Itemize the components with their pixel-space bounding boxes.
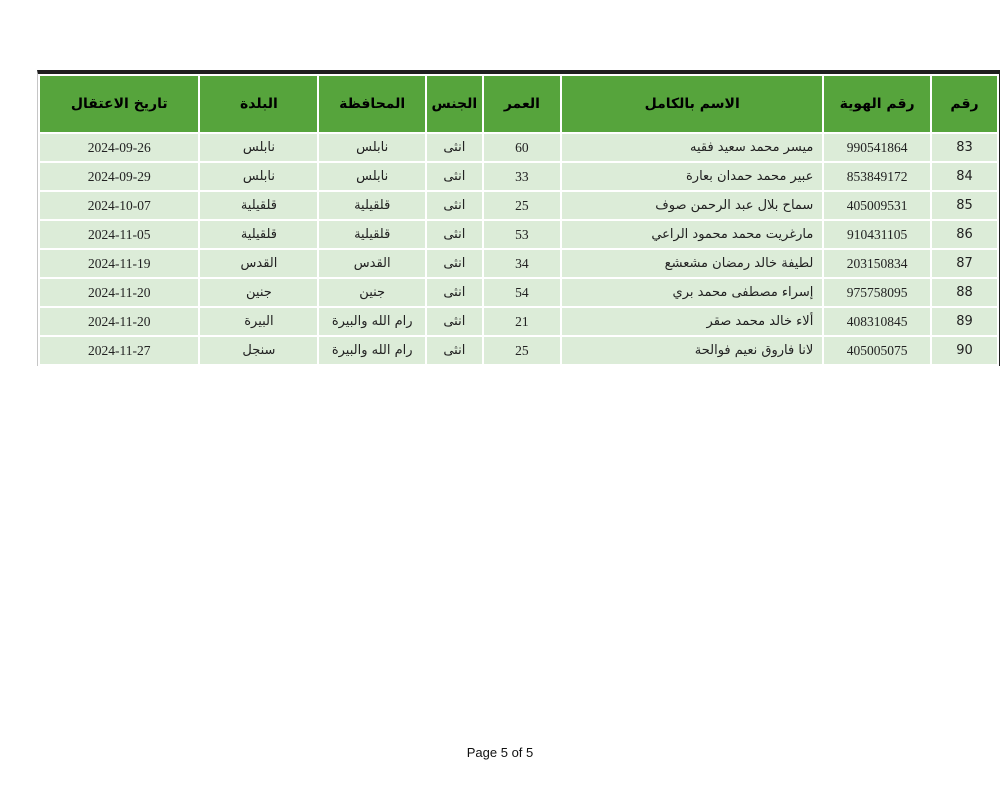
cell-gender: انثى [427,250,482,277]
cell-id: 975758095 [824,279,930,306]
table-header [40,76,997,132]
column-header-num: رقم [932,76,997,132]
cell-arrest_date: 2024-11-20 [40,279,198,306]
cell-gender: انثى [427,163,482,190]
cell-governorate: قلقيلية [319,221,425,248]
cell-num: 90 [932,337,997,364]
column-header-age: العمر [484,76,560,132]
cell-name: عبير محمد حمدان بعارة [562,163,822,190]
cell-arrest_date: 2024-09-26 [40,134,198,161]
cell-name: إسراء مصطفى محمد بري [562,279,822,306]
cell-age: 25 [484,337,560,364]
cell-town: نابلس [200,163,317,190]
table-row [40,250,997,277]
cell-age: 33 [484,163,560,190]
cell-id: 408310845 [824,308,930,335]
cell-id: 990541864 [824,134,930,161]
table-row [40,163,997,190]
cell-governorate: قلقيلية [319,192,425,219]
cell-num: 88 [932,279,997,306]
cell-town: سنجل [200,337,317,364]
column-header-governorate: المحافظة [319,76,425,132]
cell-name: ميسر محمد سعيد فقيه [562,134,822,161]
cell-num: 83 [932,134,997,161]
cell-name: لطيفة خالد رمضان مشعشع [562,250,822,277]
table-row [40,221,997,248]
cell-arrest_date: 2024-11-05 [40,221,198,248]
cell-gender: انثى [427,192,482,219]
cell-num: 87 [932,250,997,277]
cell-num: 89 [932,308,997,335]
cell-gender: انثى [427,337,482,364]
table-row [40,337,997,364]
detainees-table [38,74,999,366]
table-row [40,279,997,306]
cell-arrest_date: 2024-11-20 [40,308,198,335]
cell-town: القدس [200,250,317,277]
cell-gender: انثى [427,221,482,248]
cell-num: 86 [932,221,997,248]
cell-governorate: رام الله والبيرة [319,337,425,364]
table-body [40,134,997,364]
cell-age: 60 [484,134,560,161]
cell-name: سماح بلال عبد الرحمن صوف [562,192,822,219]
cell-age: 21 [484,308,560,335]
cell-num: 85 [932,192,997,219]
cell-gender: انثى [427,308,482,335]
column-header-id: رقم الهوية [824,76,930,132]
cell-town: البيرة [200,308,317,335]
cell-gender: انثى [427,279,482,306]
cell-age: 54 [484,279,560,306]
cell-id: 853849172 [824,163,930,190]
column-header-name: الاسم بالكامل [562,76,822,132]
cell-age: 53 [484,221,560,248]
page-number: Page 5 of 5 [466,745,534,760]
cell-age: 34 [484,250,560,277]
cell-governorate: القدس [319,250,425,277]
cell-name: ألاء خالد محمد صقر [562,308,822,335]
cell-arrest_date: 2024-09-29 [40,163,198,190]
cell-id: 405005075 [824,337,930,364]
table-row [40,308,997,335]
cell-town: جنين [200,279,317,306]
cell-governorate: رام الله والبيرة [319,308,425,335]
cell-id: 203150834 [824,250,930,277]
column-header-arrest-date: تاريخ الاعتقال [40,76,198,132]
cell-name: لانا فاروق نعيم فوالحة [562,337,822,364]
cell-arrest_date: 2024-10-07 [40,192,198,219]
cell-governorate: جنين [319,279,425,306]
cell-arrest_date: 2024-11-27 [40,337,198,364]
cell-num: 84 [932,163,997,190]
table-row [40,192,997,219]
cell-governorate: نابلس [319,134,425,161]
cell-governorate: نابلس [319,163,425,190]
cell-id: 910431105 [824,221,930,248]
column-header-town: البلدة [200,76,317,132]
header-row [40,76,997,132]
detainees-table-container [37,70,1000,366]
column-header-gender: الجنس [427,76,482,132]
cell-gender: انثى [427,134,482,161]
cell-town: قلقيلية [200,192,317,219]
cell-name: مارغريت محمد محمود الراعي [562,221,822,248]
cell-id: 405009531 [824,192,930,219]
cell-age: 25 [484,192,560,219]
cell-town: نابلس [200,134,317,161]
table-row [40,134,997,161]
cell-arrest_date: 2024-11-19 [40,250,198,277]
cell-town: قلقيلية [200,221,317,248]
